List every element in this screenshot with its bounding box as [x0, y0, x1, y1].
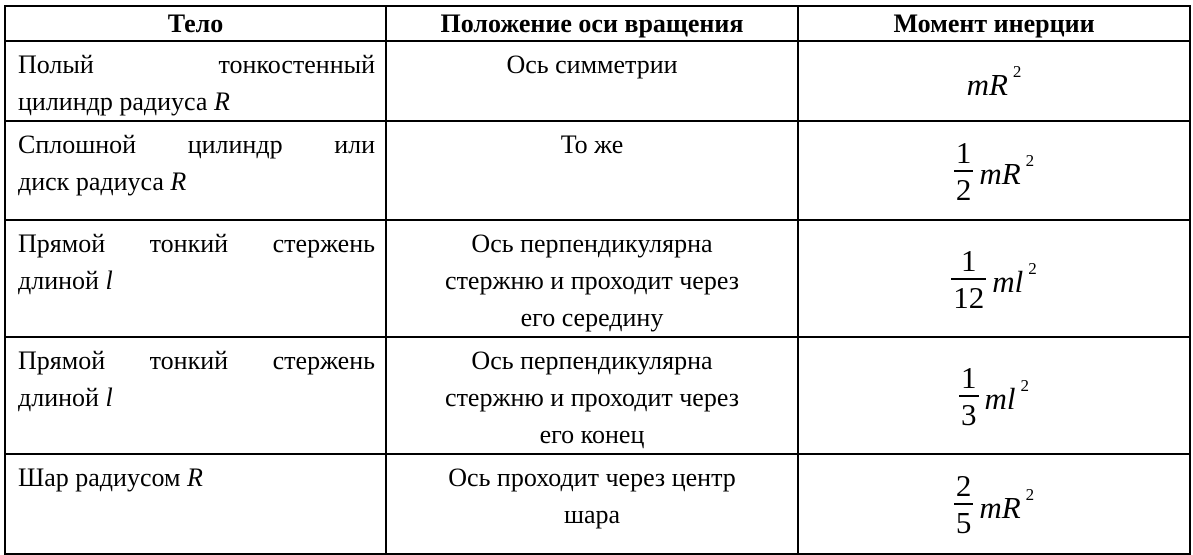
formula-body: mR — [979, 489, 1021, 525]
formula-body: ml — [992, 264, 1024, 299]
moment-cell — [798, 41, 1190, 121]
body-line: Полый тонкостенный — [18, 50, 375, 79]
fraction-denominator: 2 — [955, 171, 972, 207]
formula-expression — [967, 63, 1022, 100]
body-line — [18, 379, 375, 416]
body-line — [18, 163, 375, 200]
axis-line: стержню и проходит через — [445, 266, 739, 295]
formula-power: 2 — [1025, 151, 1035, 170]
formula-power: 2 — [1025, 484, 1035, 504]
fraction-denominator: 12 — [953, 279, 985, 315]
formula-power: 2 — [1012, 61, 1022, 81]
formula-fraction — [954, 134, 974, 207]
axis-line: Ось симметрии — [506, 50, 678, 79]
axis-line: Ось перпендикулярна — [471, 346, 713, 375]
axis-cell — [386, 41, 798, 121]
body-line — [18, 459, 375, 496]
body-line: Прямой тонкий стержень — [18, 346, 375, 375]
moment-cell — [798, 454, 1190, 554]
body-variable: l — [105, 266, 113, 295]
formula-power: 2 — [1020, 376, 1029, 395]
formula-expression — [992, 260, 1037, 297]
body-cell — [5, 220, 386, 337]
moment-cell — [798, 220, 1190, 337]
table-row — [5, 121, 1190, 220]
formula-fraction — [959, 359, 979, 432]
body-line: Сплошной цилиндр или — [18, 130, 375, 159]
formula-fraction — [951, 242, 986, 315]
axis-line: его середину — [520, 303, 664, 332]
header-row — [5, 6, 1190, 41]
fraction-numerator: 1 — [961, 242, 977, 278]
fraction-numerator: 2 — [955, 468, 972, 503]
body-text: Шар радиусом — [18, 463, 187, 492]
formula-body: ml — [984, 381, 1016, 416]
axis-line: То же — [560, 130, 624, 159]
axis-cell — [386, 121, 798, 220]
axis-line: Ось перпендикулярна — [471, 229, 713, 258]
fraction-numerator: 1 — [961, 359, 977, 395]
body-cell — [5, 337, 386, 454]
body-line — [18, 262, 375, 299]
table-row — [5, 337, 1190, 454]
table-row — [5, 41, 1190, 121]
header-axis: Положение оси вращения — [386, 6, 798, 41]
formula-body: mR — [979, 156, 1021, 191]
moment-formula — [954, 134, 1035, 207]
body-text: цилиндр радиуса — [18, 87, 214, 116]
body-text: диск радиуса — [18, 167, 171, 196]
body-variable: R — [186, 463, 203, 492]
body-text: длиной — [18, 266, 106, 295]
moment-formula — [967, 63, 1022, 100]
formula-body: mR — [966, 66, 1008, 102]
axis-line: Ось проходит через центр — [448, 463, 736, 492]
moment-formula — [954, 470, 1034, 538]
table-row — [5, 454, 1190, 554]
body-variable: R — [170, 167, 187, 196]
axis-line: его конец — [539, 420, 645, 449]
body-line — [18, 83, 375, 120]
formula-expression — [979, 152, 1034, 189]
axis-cell — [386, 337, 798, 454]
fraction-numerator: 1 — [955, 134, 972, 170]
axis-line: стержню и проходит через — [445, 383, 739, 412]
body-line: Прямой тонкий стержень — [18, 229, 375, 258]
body-cell — [5, 41, 386, 121]
fraction-denominator: 5 — [955, 505, 972, 540]
header-moment: Момент инерции — [798, 6, 1190, 41]
fraction-denominator: 3 — [961, 396, 977, 432]
table-row — [5, 220, 1190, 337]
header-body: Тело — [5, 6, 386, 41]
moment-formula — [951, 242, 1037, 315]
formula-power: 2 — [1028, 259, 1037, 278]
axis-line: шара — [563, 500, 621, 529]
formula-expression — [979, 486, 1034, 523]
body-variable: l — [105, 383, 113, 412]
body-text: длиной — [18, 383, 106, 412]
moment-cell — [798, 337, 1190, 454]
formula-expression — [985, 377, 1030, 414]
formula-fraction — [954, 470, 974, 538]
axis-cell — [386, 220, 798, 337]
body-cell — [5, 454, 386, 554]
axis-cell — [386, 454, 798, 554]
moment-cell — [798, 121, 1190, 220]
moment-of-inertia-table — [4, 5, 1191, 555]
body-variable: R — [213, 87, 230, 116]
moment-formula — [959, 359, 1029, 432]
body-cell — [5, 121, 386, 220]
